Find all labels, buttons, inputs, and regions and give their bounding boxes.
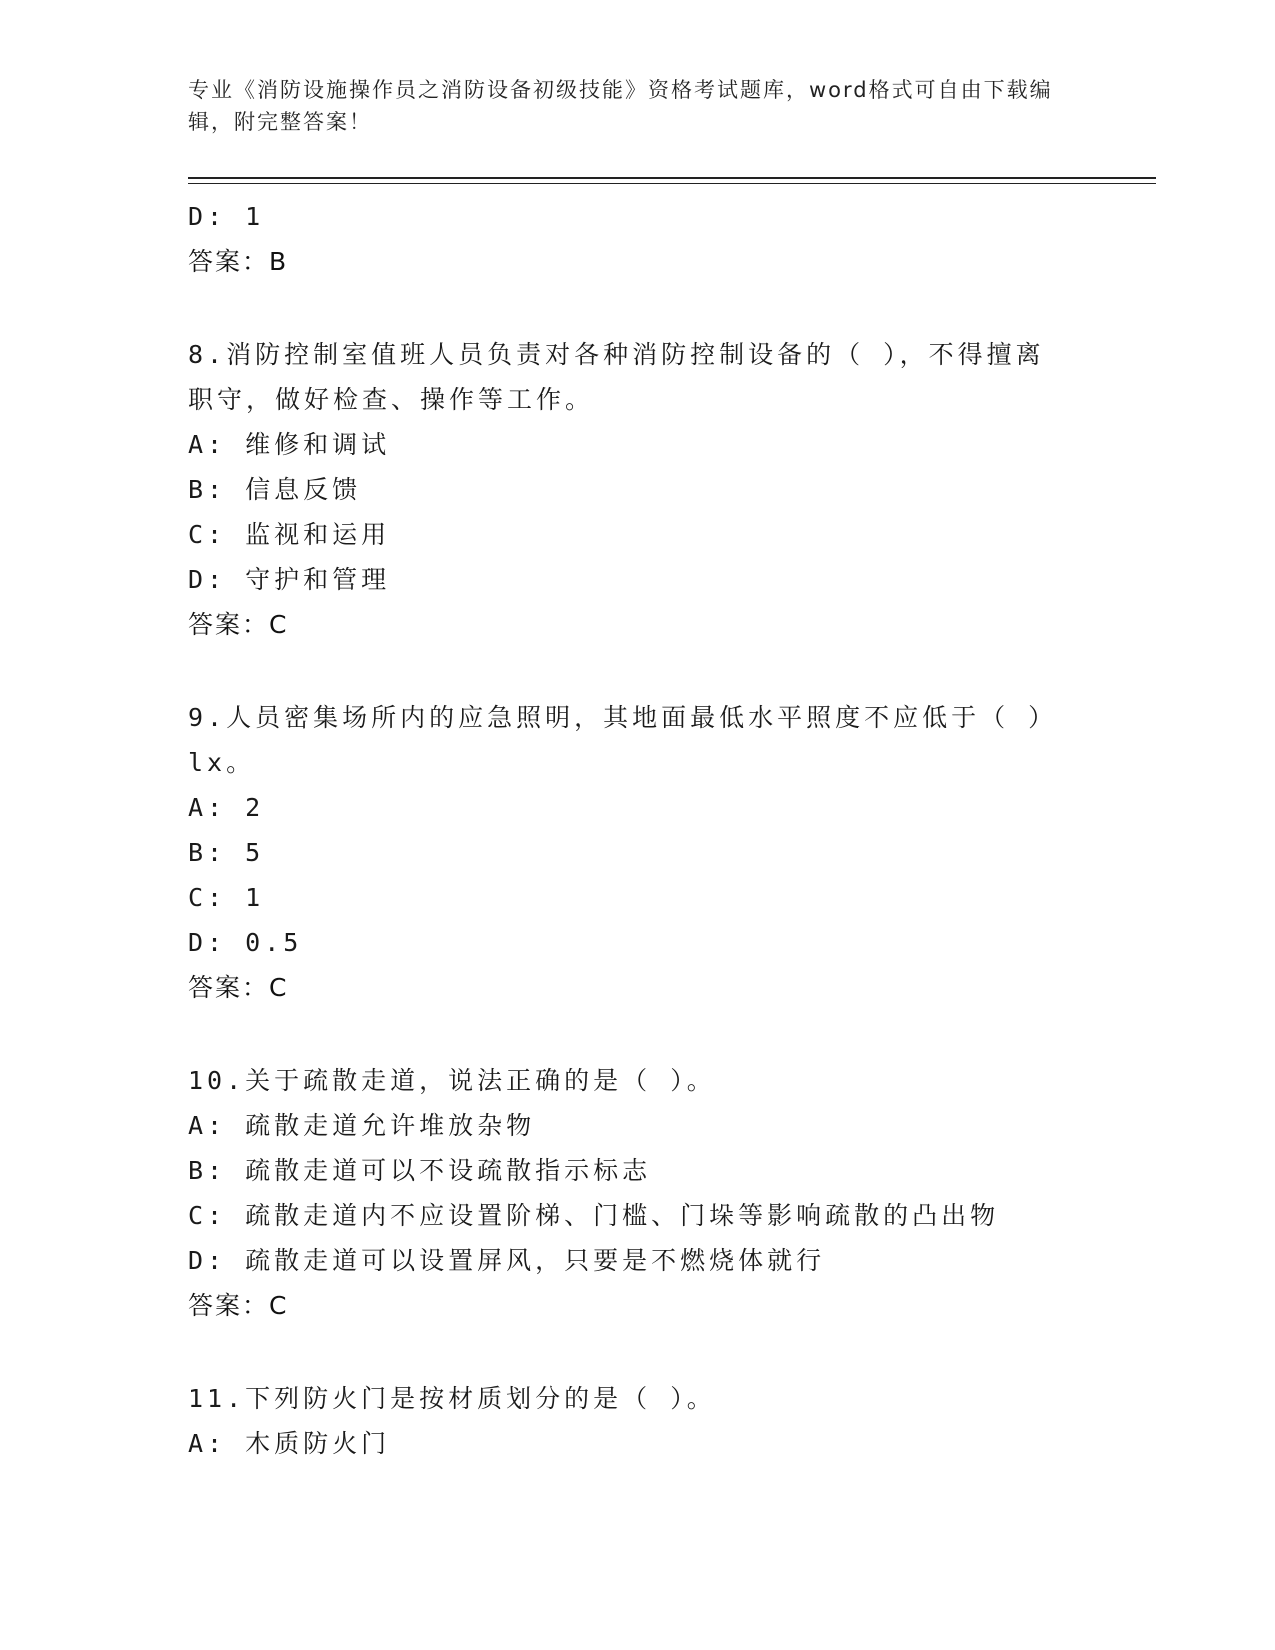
header-divider-thick [188, 177, 1156, 179]
option-d: D: 疏散走道可以设置屏风，只要是不燃烧体就行 [188, 1246, 826, 1275]
option-d: D: 1 [188, 202, 265, 231]
option-a: A: 木质防火门 [188, 1429, 391, 1458]
previous-question-tail [188, 194, 1088, 284]
answer-label: 答案：C [188, 1291, 289, 1320]
option-d: D: 0.5 [188, 928, 303, 957]
header-text: 专业《消防设施操作员之消防设备初级技能》资格考试题库，word格式可自由下载编辑，附完整答案！ [188, 78, 1053, 134]
question-stem: 11.下列防火门是按材质划分的是（ ）。 [188, 1384, 716, 1413]
question-list [188, 194, 1088, 1466]
option-c: C: 疏散走道内不应设置阶梯、门槛、门垛等影响疏散的凸出物 [188, 1201, 1000, 1230]
answer-label: 答案：C [188, 610, 289, 639]
option-a: A: 2 [188, 793, 265, 822]
question-9 [188, 695, 1088, 1010]
question-stem: 8.消防控制室值班人员负责对各种消防控制设备的（ ），不得擅离职守，做好检查、操作等工作。 [188, 340, 1045, 414]
option-b: B: 5 [188, 838, 265, 867]
document-header [188, 74, 1088, 138]
answer-label: 答案：B [188, 247, 289, 276]
spacer [188, 284, 1088, 332]
question-10 [188, 1058, 1088, 1328]
spacer [188, 647, 1088, 695]
option-b: B: 信息反馈 [188, 475, 362, 504]
option-c: C: 1 [188, 883, 265, 912]
question-8 [188, 332, 1088, 647]
question-11 [188, 1376, 1088, 1466]
question-stem: 10.关于疏散走道，说法正确的是（ ）。 [188, 1066, 716, 1095]
spacer [188, 1010, 1088, 1058]
answer-label: 答案：C [188, 973, 289, 1002]
option-c: C: 监视和运用 [188, 520, 391, 549]
option-d: D: 守护和管理 [188, 565, 391, 594]
option-a: A: 疏散走道允许堆放杂物 [188, 1111, 536, 1140]
header-divider-thin [188, 183, 1156, 184]
option-a: A: 维修和调试 [188, 430, 391, 459]
spacer [188, 1328, 1088, 1376]
option-b: B: 疏散走道可以不设疏散指示标志 [188, 1156, 652, 1185]
question-stem: 9.人员密集场所内的应急照明，其地面最低水平照度不应低于（ ）lx。 [188, 703, 1058, 777]
